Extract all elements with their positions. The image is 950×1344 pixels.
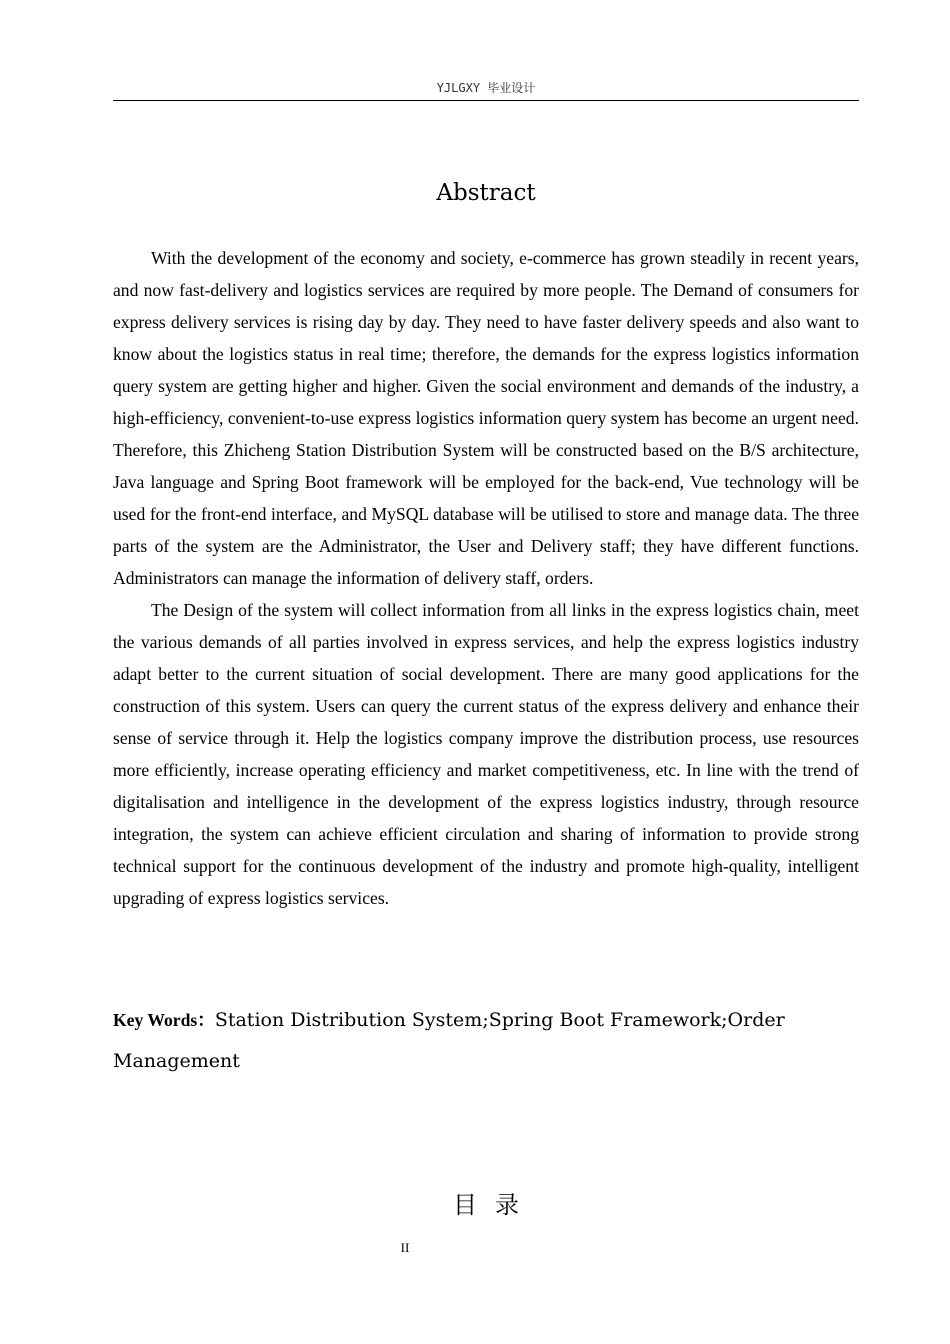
keywords-text: Station Distribution System;Spring Boot Framework;Order Management: [113, 1009, 785, 1072]
header-divider: [113, 100, 859, 101]
page-number: II: [400, 1240, 410, 1255]
keywords: [113, 1000, 859, 1082]
abstract-title: Abstract: [436, 180, 536, 206]
toc-title: 目录: [453, 1191, 537, 1219]
keywords-label: Key Words：: [113, 1010, 215, 1030]
abstract-paragraph-2: The Design of the system will collect information from all links in the express logistics chain, meet the various demands of all parties involved in express services, and help the express logistics industry adapt better to the current situation of social development. There are many good applications for the construction of this system. Users can query the current status of the express delivery and enhance their sense of service through it. Help the logistics company improve the distribution process, use resources more efficiently, increase operating efficiency and market competitiveness, etc. In line with the trend of digitalisation and intelligence in the development of the express logistics industry, through resource integration, the system can achieve efficient circulation and sharing of information to provide strong technical support for the continuous development of the industry and promote high-quality, intelligent upgrading of express logistics services.: [113, 600, 859, 908]
abstract-body: [113, 242, 859, 914]
running-header: YJLGXY 毕业设计: [436, 81, 536, 95]
abstract-paragraph-1: With the development of the economy and society, e-commerce has grown steadily in recent years, and now fast-delivery and logistics services are required by more people. The Demand of consumers for express delivery services is rising day by day. They need to have faster delivery speeds and also want to know about the logistics status in real time; therefore, the demands for the express logistics information query system are getting higher and higher. Given the social environment and demands of the industry, a high-efficiency, convenient-to-use express logistics information query system has become an urgent need. Therefore, this Zhicheng Station Distribution System will be constructed based on the B/S architecture, Java language and Spring Boot framework will be employed for the back-end, Vue technology will be used for the front-end interface, and MySQL database will be utilised to store and manage data. The three parts of the system are the Administrator, the User and Delivery staff; they have different functions. Administrators can manage the information of delivery staff, orders.: [113, 248, 859, 588]
